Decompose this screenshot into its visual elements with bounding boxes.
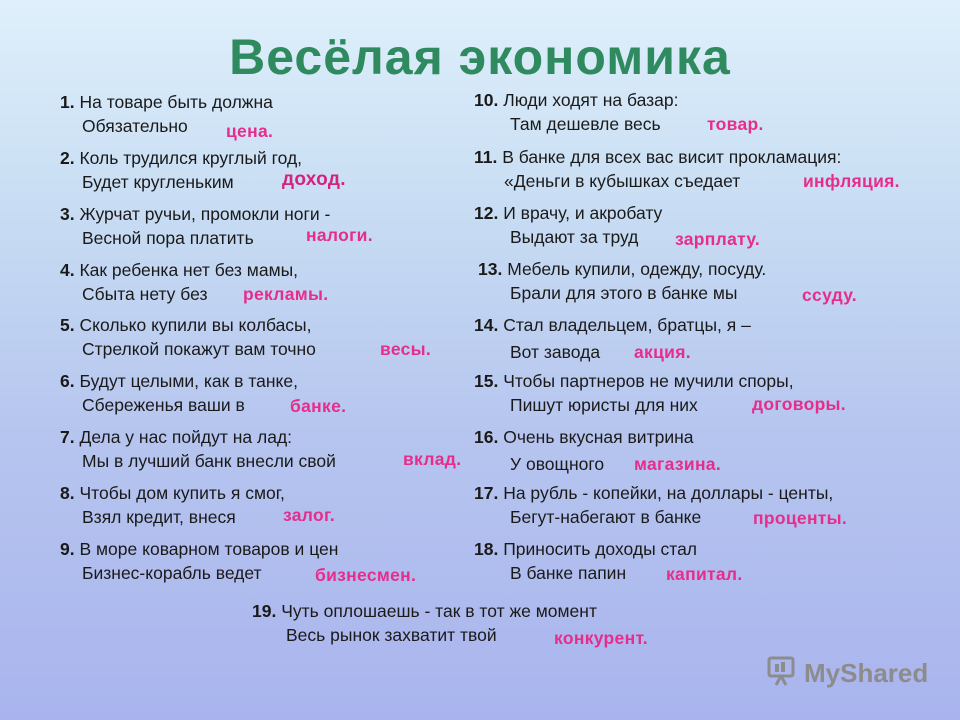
riddle-answer: магазина. bbox=[634, 454, 722, 474]
riddle-number: 19. bbox=[252, 601, 277, 621]
riddle-answer: капитал. bbox=[666, 564, 743, 584]
riddle-3 bbox=[60, 202, 330, 250]
myshared-logo bbox=[766, 656, 928, 690]
riddle-answer: налоги. bbox=[306, 225, 373, 245]
riddle-number: 10. bbox=[474, 90, 499, 110]
riddle-2 bbox=[60, 146, 302, 194]
riddle-line-1: На рубль - копейки, на доллары - центы, bbox=[503, 483, 834, 503]
riddle-11 bbox=[474, 145, 841, 193]
riddle-number: 11. bbox=[474, 147, 498, 167]
riddle-19 bbox=[252, 599, 597, 647]
riddle-answer: вклад. bbox=[403, 449, 462, 469]
riddle-line-1: Чтобы дом купить я смог, bbox=[79, 483, 285, 503]
riddle-line-2: Там дешевле весь bbox=[510, 114, 661, 134]
riddle-10 bbox=[474, 88, 679, 136]
riddle-answer: договоры. bbox=[752, 394, 846, 414]
riddle-line-2: Бизнес-корабль ведет bbox=[82, 563, 262, 583]
riddle-line-2: Вот завода bbox=[510, 342, 601, 362]
riddle-line-1: В банке для всех вас висит прокламация: bbox=[502, 147, 842, 167]
riddle-line-1: На товаре быть должна bbox=[79, 92, 273, 112]
riddle-line-2: Бегут-набегают в банке bbox=[510, 507, 702, 527]
riddle-number: 1. bbox=[60, 92, 75, 112]
riddle-line-1: Стал владельцем, братцы, я – bbox=[503, 315, 751, 335]
riddle-number: 7. bbox=[60, 427, 75, 447]
riddle-number: 18. bbox=[474, 539, 499, 559]
riddle-line-1: Мебель купили, одежду, посуду. bbox=[507, 259, 767, 279]
riddle-line-1: Чтобы партнеров не мучили споры, bbox=[503, 371, 794, 391]
riddle-answer: ссуду. bbox=[802, 285, 857, 305]
riddle-number: 16. bbox=[474, 427, 499, 447]
riddle-line-2: Выдают за труд bbox=[510, 227, 639, 247]
riddle-line-1: Как ребенка нет без мамы, bbox=[79, 260, 299, 280]
riddle-line-1: Будут целыми, как в танке, bbox=[79, 371, 299, 391]
riddle-answer: инфляция. bbox=[803, 171, 900, 191]
riddle-line-1: Очень вкусная витрина bbox=[503, 427, 694, 447]
riddle-14 bbox=[474, 313, 751, 364]
riddle-line-1: Приносить доходы стал bbox=[503, 539, 698, 559]
riddle-number: 17. bbox=[474, 483, 499, 503]
riddle-9 bbox=[60, 537, 338, 585]
riddle-number: 5. bbox=[60, 315, 75, 335]
riddle-line-2: Стрелкой покажут вам точно bbox=[82, 339, 316, 359]
riddle-answer: цена. bbox=[226, 121, 274, 141]
riddle-7 bbox=[60, 425, 336, 473]
riddle-line-1: Журчат ручьи, промокли ноги - bbox=[79, 204, 331, 224]
riddle-answer: бизнесмен. bbox=[315, 565, 417, 585]
watermark-text: MyShared bbox=[804, 657, 929, 688]
riddle-answer: рекламы. bbox=[243, 284, 329, 304]
riddle-answer: залог. bbox=[283, 505, 335, 525]
riddle-number: 2. bbox=[60, 148, 75, 168]
riddle-line-2: Весной пора платить bbox=[82, 228, 254, 248]
riddle-18 bbox=[474, 537, 697, 585]
riddle-line-1: Люди ходят на базар: bbox=[503, 90, 679, 110]
riddle-5 bbox=[60, 313, 316, 361]
riddle-number: 13. bbox=[478, 259, 503, 279]
riddle-line-2: Весь рынок захватит твой bbox=[286, 625, 497, 645]
riddle-number: 4. bbox=[60, 260, 75, 280]
riddle-line-2: Пишут юристы для них bbox=[510, 395, 698, 415]
riddle-answer: банке. bbox=[290, 396, 347, 416]
riddle-line-2: Сбыта нету без bbox=[82, 284, 208, 304]
riddle-number: 8. bbox=[60, 483, 75, 503]
riddle-line-2: Взял кредит, внеся bbox=[82, 507, 236, 527]
riddle-6 bbox=[60, 369, 298, 417]
riddle-answer: акция. bbox=[634, 342, 691, 362]
riddle-line-1: Чуть оплошаешь - так в тот же момент bbox=[281, 601, 597, 621]
riddle-line-2: Сбереженья ваши в bbox=[82, 395, 245, 415]
riddle-15 bbox=[474, 369, 794, 417]
riddle-line-2: Мы в лучший банк внесли свой bbox=[82, 451, 336, 471]
riddle-line-2: Брали для этого в банке мы bbox=[510, 283, 738, 303]
riddle-answer: проценты. bbox=[753, 508, 848, 528]
riddle-line-2: У овощного bbox=[510, 454, 605, 474]
page-title: Весёлая экономика bbox=[229, 29, 731, 85]
riddle-number: 9. bbox=[60, 539, 75, 559]
riddle-answer: весы. bbox=[380, 339, 432, 359]
riddle-line-1: Сколько купили вы колбасы, bbox=[79, 315, 312, 335]
riddle-number: 3. bbox=[60, 204, 75, 224]
riddle-answer: доход. bbox=[282, 169, 346, 190]
riddle-number: 6. bbox=[60, 371, 75, 391]
riddle-line-1: Коль трудился круглый год, bbox=[79, 148, 303, 168]
riddle-line-1: И врачу, и акробату bbox=[503, 203, 663, 223]
riddle-line-2: «Деньги в кубышках съедает bbox=[504, 171, 741, 191]
riddle-line-2: В банке папин bbox=[510, 563, 627, 583]
riddle-line-2: Будет кругленьким bbox=[82, 172, 234, 192]
riddle-line-1: Дела у нас пойдут на лад: bbox=[79, 427, 293, 447]
riddle-12 bbox=[474, 201, 662, 249]
presentation-board-icon bbox=[766, 654, 800, 693]
riddle-number: 15. bbox=[474, 371, 499, 391]
riddle-line-2: Обязательно bbox=[82, 116, 188, 136]
riddle-13 bbox=[478, 257, 766, 305]
riddle-answer: конкурент. bbox=[554, 628, 648, 648]
riddle-line-1: В море коварном товаров и цен bbox=[79, 539, 339, 559]
riddle-answer: товар. bbox=[707, 114, 764, 134]
riddle-8 bbox=[60, 481, 285, 529]
riddle-answer: зарплату. bbox=[675, 229, 761, 249]
riddle-number: 12. bbox=[474, 203, 499, 223]
riddle-number: 14. bbox=[474, 315, 499, 335]
